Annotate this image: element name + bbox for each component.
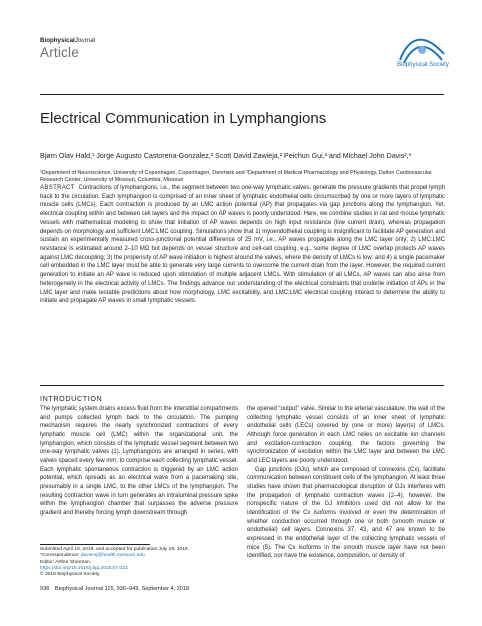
email-link[interactable]: davismj@health.missouri.edu bbox=[80, 553, 145, 559]
section-heading: INTRODUCTION bbox=[40, 394, 103, 403]
abstract-rule bbox=[40, 385, 444, 386]
footnote-rule bbox=[40, 544, 150, 545]
journal-name: BiophysicalJournal bbox=[40, 37, 96, 44]
paragraph: the opened “output” valve. Similar to the arterial vasculature, the wall of the collecting lymphatic vessel consists of an inner sheet of lymphatic endothelial cells (LECs) covered by (one or more) layer(s) of LMCs. Although force generation in each LMC relies on excitable ion channels and excitation-contraction coupling, the factors governing the synchronization of excitation within the LMC layer and between the LMC and LEC layers are poorly understood. bbox=[247, 406, 445, 464]
body-column-left bbox=[40, 405, 238, 518]
abstract-label: ABSTRACT bbox=[40, 185, 75, 191]
affiliations: ¹Department of Neuroscience, University of Copenhagen, Copenhagen, Denmark and ²Department of Medical Pharmacology and Physiology, Dalton Cardiovascular Research Center, University of Missouri, Columbia, Missouri bbox=[40, 170, 432, 183]
body-column-right bbox=[247, 405, 445, 561]
correspondence: *Correspondence: davismj@health.missouri.edu bbox=[40, 553, 145, 559]
page-number: 936 bbox=[40, 586, 50, 592]
submission-note: Submitted April 19, 2018, and accepted for publication July 19, 2018. bbox=[40, 547, 189, 552]
footnotes bbox=[40, 547, 240, 578]
abstract bbox=[40, 184, 445, 306]
header-rule bbox=[40, 94, 444, 95]
abstract-text: Contractions of lymphangions, i.e., the segment between two one-way lymphatic valves, generate the pressure gradients that propel lymph back to the circulation. Each lymphangion is comprised of an inner sheet of lymphatic endothelial cells circumscribed by one or more layers of lymphatic muscle cells (LMCs). Each contraction is produced by an LMC action potential (AP) that propagates via gap junctions along the lymphangion. Yet, electrical coupling within and between cell layers and the impact on AP waves is poorly understood. Here, we combine studies in rat and mouse lymphatic vessels with mathematical modeling to show that initiation of AP waves depends on high input resistance (low current drain), whereas propagation depends on morphology and sufficient LMC:LMC coupling. Simulations show that 1) myoendothelial coupling is insignificant to facilitate AP generation and sustain an experimentally measured cross-junctional potential difference of 25 mV, i.e., AP waves propagate along the LMC layer only; 2) LMC:LMC resistance is estimated around 2–10 MΩ but depends on vessel structure and cell-cell coupling, e.g., some degree of LMC overlap protects AP waves against LMC decoupling; 3) the propensity of AP wave initiation is highest around the valves, where the density of LMCs is low; and 4) a single pacemaker cell embedded in the LMC layer must be able to generate very large currents to overcome the current drain from the layer. However, the required current generation to initiate an AP wave is reduced upon stimulation of multiple adjacent LMCs. With stimulation of all LMCs, AP waves can also arise from heterogeneity in the electrical activity of LMCs. The findings advance our understanding of the electrical constraints that underlie initiation of APs in the LMC layer and make testable predictions about how morphology, LMC excitability, and LMC:LMC electrical coupling interact to determine the ability to initiate and propagate AP waves in small lymphatic vessels. bbox=[40, 185, 445, 305]
copyright: © 2018 Biophysical Society. bbox=[40, 572, 101, 578]
article-title: Electrical Communication in Lymphangions bbox=[40, 110, 327, 127]
page-footer bbox=[40, 586, 193, 592]
doi-link[interactable]: https://doi.org/10.1016/j.bpj.2018.07.033 bbox=[40, 565, 128, 571]
author-list: Bjørn Olav Hald,¹ Jorge Augusto Castorena-Gonzalez,² Scott David Zawieja,² Peichun Gui,² and Michael John Davis²,* bbox=[40, 152, 412, 160]
editor-note: Editor: Arthur Sherman. bbox=[40, 559, 92, 565]
section-label: Article bbox=[40, 45, 79, 60]
society-name: Biophysical Society bbox=[397, 62, 449, 68]
paragraph: The lymphatic system drains excess fluid from the interstitial compartments and pumps collected lymph back to the circulation. The pumping mechanism requires the nearly synchronized contractions of every lymphatic muscle cell (LMC) within the organizational unit, the lymphangion, which consists of the lymphatic vessel segment between two one-way lymphatic valves (1). Lymphangions are arranged in series, with valves spaced every few mm, to comprise each collecting lymphatic vessel. Each lymphatic spontaneous contraction is triggered by an LMC action potential, which spreads as an electrical wave from a pacemaking site, presumably in a single LMC, to the other LMCs of the lymphangion. The resulting contraction wave in turn generates an intraluminal pressure spike within the lymphangion chamber that surpasses the adverse pressure gradient and thereby forcing lymph downstream through bbox=[40, 406, 238, 516]
paragraph: Gap junctions (GJs), which are composed of connexins (Cx), facilitate communication between constituent cells of the lymphangion. At least three studies have shown that pharmacological disruption of GJs interferes with the propagation of lymphatic contraction waves (2–4); however, the nonspecific nature of the GJ inhibitors used did not allow for the identification of the Cx isoforms involved or even the determination of whether conduction occurred through one or both (smooth muscle or endothelial) cell layers. Connexins 37, 43, and 47 are known to be expressed in the endothelial layer of the collecting lymphatic vessels of mice (5). The Cx isoforms in the smooth muscle layer have not been identified, nor have the existence, composition, or density of bbox=[247, 466, 445, 560]
citation: Biophysical Journal 115, 936–949, September 4, 2018 bbox=[54, 586, 190, 592]
